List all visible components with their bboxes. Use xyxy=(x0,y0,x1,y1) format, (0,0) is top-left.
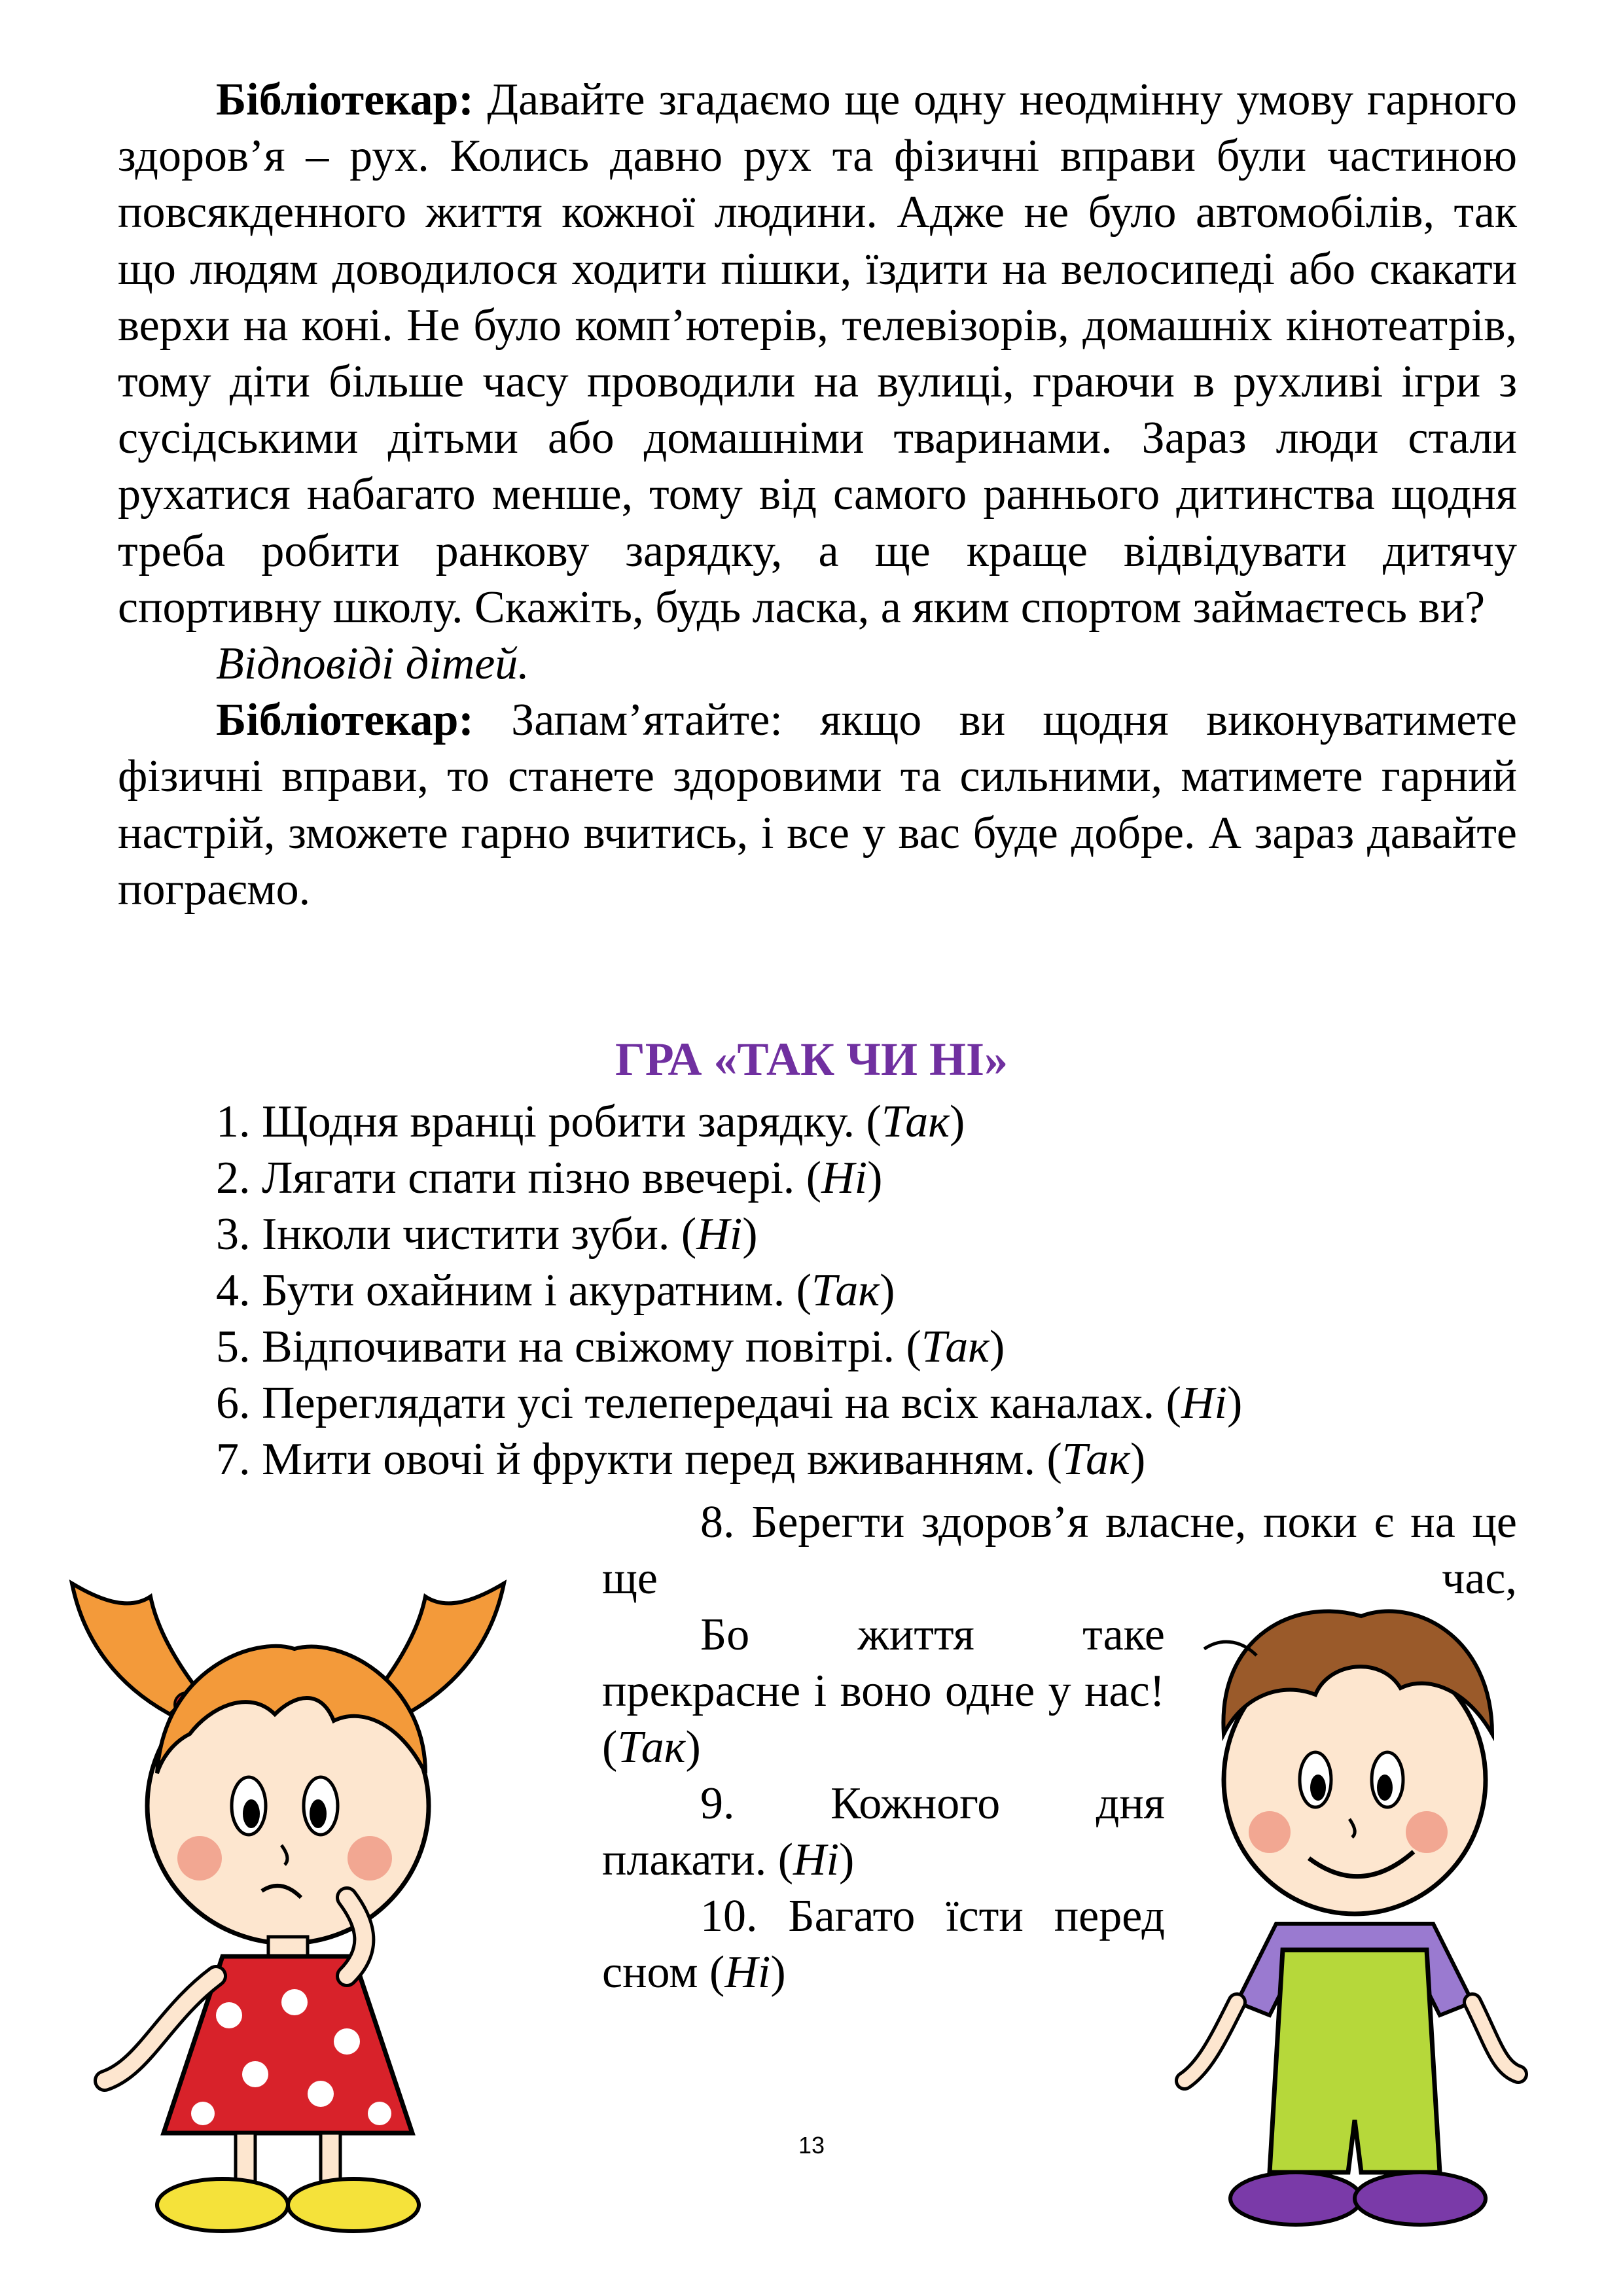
item8-text-b: Бо життя таке прекрасне і воно одне у нас! (Так) xyxy=(602,1610,1165,1773)
list-item: 6. Переглядати усі телепередачі на всіх каналах. (Ні) xyxy=(216,1378,1243,1428)
list-item: 5. Відпочивати на свіжому повітрі. (Так) xyxy=(216,1322,1005,1372)
list-item: 1. Щодня вранці робити зарядку. (Так) xyxy=(216,1097,965,1147)
main-text xyxy=(118,72,1517,918)
game-list xyxy=(216,1094,1242,1488)
wrapped-items xyxy=(602,1607,1165,2001)
speaker-label: Бібліотекар: xyxy=(216,695,474,746)
intro-text: Давайте згадаємо ще одну неодмінну умову гарного здоров’я – рух. Колись давно рух та фізичні вправи були частиною повсякденного життя кожної людини. Адже не було автомобілів, так що людям доводилося ходити пішки, їздити на велосипеді або скакати верхи на коні. Не було комп’ютерів, телевізорів, домашніх кінотеатрів, тому діти більше часу проводили на вулиці, граючи в рухливі ігри з сусідськими дітьми або домашніми тваринами. Зараз люди стали рухатися набагато менше, тому від самого раннього дитинства щодня треба робити ранкову зарядку, а ще краще відвідувати дитячу спортивну школу. Скажіть, будь ласка, а яким спортом займаєтесь ви? xyxy=(118,75,1517,633)
intro-paragraph xyxy=(118,72,1517,636)
speaker-label: Бібліотекар: xyxy=(216,75,474,125)
item10-text: 10. Багато їсти перед сном (Ні) xyxy=(602,1891,1165,1998)
list-item: 4. Бути охайним і акуратним. (Так) xyxy=(216,1265,895,1316)
game-title: ГРА «ТАК ЧИ НІ» xyxy=(615,1033,1008,1086)
item9-text: 9. Кожного дня плакати. (Ні) xyxy=(602,1778,1165,1885)
children-answers: Відповіді дітей. xyxy=(216,639,529,690)
page-number: 13 xyxy=(798,2132,825,2159)
list-item: 2. Лягати спати пізно ввечері. (Ні) xyxy=(216,1153,883,1203)
list-item: 3. Інколи чистити зуби. (Ні) xyxy=(216,1209,758,1260)
list-item: 7. Мити овочі й фрукти перед вживанням. (Так) xyxy=(216,1434,1146,1485)
second-paragraph xyxy=(118,692,1517,918)
second-text: Запам’ятайте: якщо ви щодня виконуватимете фізичні вправи, то станете здоровими та сильними, матимете гарний настрій, зможете гарно вчитись, і все у вас буде добре. А зараз давайте пограємо. xyxy=(118,695,1517,915)
item8-text-a: 8. Берегти здоров’я власне, поки є на це ще час, xyxy=(602,1497,1517,1604)
